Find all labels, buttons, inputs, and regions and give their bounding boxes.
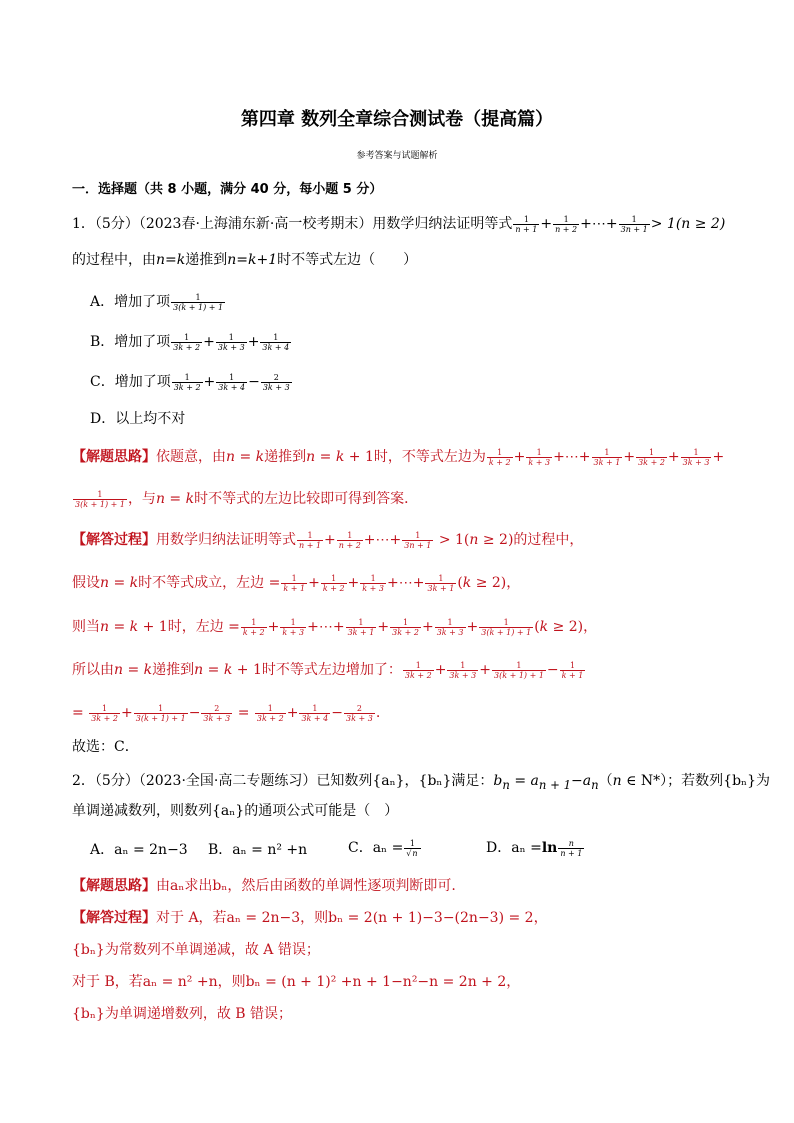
q1-proc-text4: 所以由 [72, 662, 114, 678]
q1-proc-text1: 用数学归纳法证明等式 [156, 532, 296, 548]
q1-proc-text2b: 时不等式成立，左边 = [138, 575, 281, 591]
q2-option-d-label: D．aₙ = [486, 840, 542, 856]
page-subtitle: 参考答案与试题解析 [356, 151, 438, 161]
q1-idea-tag: 【解题思路】 [72, 449, 156, 465]
q1-idea-line2: $\frac{1}{3(k + 1) + 1}$ ，与n = k时不等式的左边比较即可得到答案． [75, 489, 419, 509]
q2-proc-tag: 【解答过程】 [72, 910, 156, 926]
q1-proc-text2: 假设 [72, 575, 100, 591]
q1-idea-text5: 时不等式的左边比较即可得到答案． [194, 491, 419, 507]
q1-option-a-label: A．增加了项 [90, 294, 171, 310]
q1-proc-line4: 所以由n = k递推到n = k + 1时不等式左边增加了： $\frac{1}{3k + 2}$ + $\frac{1}{3k + 3}$ + $\frac{1}{3(k + 1) + 1}$ − $\frac{1}{k + 1}$ [72, 660, 584, 680]
q1-stem2-b: n=k [156, 252, 186, 268]
q2-stem-tail: ；若数列{bₙ}为 [667, 773, 770, 789]
q1-option-c: C．增加了项 $\frac{1}{3k + 2}$ + $\frac{1}{3k + 4}$ − $\frac{2}{3k + 3}$ [90, 372, 290, 392]
q1-option-a: A．增加了项 $\frac{1}{3(k + 1) + 1}$ [90, 292, 224, 312]
q1-stem2-c: 递推到 [185, 252, 228, 268]
q1-idea-text1: 依题意，由 [156, 449, 226, 465]
q2-stem-text: 2．（5分）（2023·全国·高二专题练习）已知数列{aₙ}，{bₙ}满足： [72, 773, 494, 789]
q1-idea-line1: 【解题思路】依题意，由n = k递推到n = k + 1时，不等式左边为 $\frac{1}{k + 2}$ + $\frac{1}{k + 3}$ +⋯+ $\frac{1}{3k + 1}$ + $\frac{1}{3k + 2}$ + $\frac{1}{3k + 3}$ + [72, 447, 725, 467]
q2-option-a: A．aₙ = 2n−3 [90, 842, 188, 858]
q1-proc-text3: 则当 [72, 619, 100, 635]
q1-option-b-label: B．增加了项 [90, 334, 171, 350]
q1-stem-text: 1．（5分）（2023春·上海浦东新·高一校考期末）用数学归纳法证明等式 [72, 216, 513, 232]
q2-option-b: B．aₙ = n² +n [208, 842, 308, 858]
q2-idea-tag: 【解题思路】 [72, 878, 156, 894]
q1-proc-line3: 则当n = k + 1时，左边 = $\frac{1}{k + 2}$ + $\frac{1}{k + 3}$ +⋯+ $\frac{1}{3k + 1}$ + $\frac{1}{3k + 2}$ + $\frac{1}{3k + 3}$ + $\frac{1}{3(k + 1) + 1}$ (k ≥ 2)， [72, 617, 598, 637]
q2-option-c: C．aₙ = $\frac{1}{√n}$ [348, 838, 422, 858]
q1-option-d: D．以上均不对 [90, 411, 186, 427]
q1-proc-text3b: 时，左边 = [167, 619, 240, 635]
q1-option-c-label: C．增加了项 [90, 374, 171, 390]
q1-ineq-tail: > 1(n ≥ 2) [650, 216, 726, 232]
q1-proc-text4c: 时不等式左边增加了： [261, 662, 402, 678]
q1-answer: 故选：C． [72, 739, 139, 755]
q2-stem: 2．（5分）（2023·全国·高二专题练习）已知数列{aₙ}，{bₙ}满足：$b_n = a_{n + 1}-a_n(n$ ∈ N*）；若数列{bₙ}为 [72, 773, 770, 792]
q2-idea-text: 由aₙ求出bₙ，然后由函数的单调性逐项判断即可. [156, 878, 456, 894]
q1-proc-line5: = $\frac{1}{3k + 2}$ + $\frac{1}{3(k + 1) + 1}$ − $\frac{2}{3k + 3}$ = $\frac{1}{3k + 2}$ + $\frac{1}{3k + 4}$ − $\frac{2}{3k + 3}$ . [72, 703, 381, 723]
q1-idea-text4: ，与 [127, 491, 156, 507]
q2-proc-text1: 对于 A，若aₙ = 2n−3，则bₙ = 2(n + 1)−3−(2n−3) = 2， [156, 910, 548, 926]
q1-idea-text3: 时，不等式左边为 [373, 449, 486, 465]
q2-option-d: D．aₙ =ln $\frac{n}{n + 1}$ [486, 838, 583, 858]
q1-proc-text1-tail: 的过程中， [513, 532, 584, 548]
q2-option-c-label: C．aₙ = [348, 840, 404, 856]
q1-stem: 1．（5分）（2023春·上海浦东新·高一校考期末）用数学归纳法证明等式 $\frac{1}{n + 1}$ + $\frac{1}{n + 2}$ +⋯+ $\frac{1}{3n + 1}$ > 1(n ≥ 2) [72, 214, 726, 234]
q1-stem-line2 [72, 250, 417, 270]
q1-proc-line1: 【解答过程】用数学归纳法证明等式 $\frac{1}{n + 1}$ + $\frac{1}{n + 2}$ +⋯+ $\frac{1}{3n + 1}$ > 1(n ≥ 2)的过程中， [72, 530, 584, 550]
q1-proc-tag: 【解答过程】 [72, 532, 156, 548]
q2-stem-line2: 单调递减数列，则数列{aₙ}的通项公式可能是（ ） [72, 803, 399, 819]
q1-stem2-e: 时不等式左边（ ） [277, 252, 418, 268]
q2-proc-line4: {bₙ}为单调递增数列，故 B 错误； [72, 1006, 293, 1022]
q1-proc-text4b: 递推到 [152, 662, 195, 678]
q1-proc-line2: 假设n = k时不等式成立，左边 = $\frac{1}{k + 1}$ + $\frac{1}{k + 2}$ + $\frac{1}{k + 3}$ +⋯+ $\frac{1}{3k + 1}$ (k ≥ 2)， [72, 573, 521, 593]
q1-option-b: B．增加了项 $\frac{1}{3k + 2}$ + $\frac{1}{3k + 3}$ + $\frac{1}{3k + 4}$ [90, 332, 290, 352]
q1-idea-text2: 递推到 [264, 449, 307, 465]
q2-proc-line3: 对于 B，若aₙ = n² +n，则bₙ = (n + 1)² +n + 1−n²−n = 2n + 2， [72, 974, 521, 990]
q2-proc-line2: {bₙ}为常数列不单调递减，故 A 错误； [72, 942, 320, 958]
section-heading: 一．选择题（共 8 小题，满分 40 分，每小题 5 分） [72, 182, 383, 197]
page-title: 第四章 数列全章综合测试卷（提高篇） [240, 109, 554, 130]
q1-stem2-a: 的过程中，由 [72, 252, 156, 268]
q2-proc-line1 [72, 908, 548, 928]
q2-idea [72, 876, 456, 896]
q1-stem2-d: n=k+1 [227, 252, 278, 268]
